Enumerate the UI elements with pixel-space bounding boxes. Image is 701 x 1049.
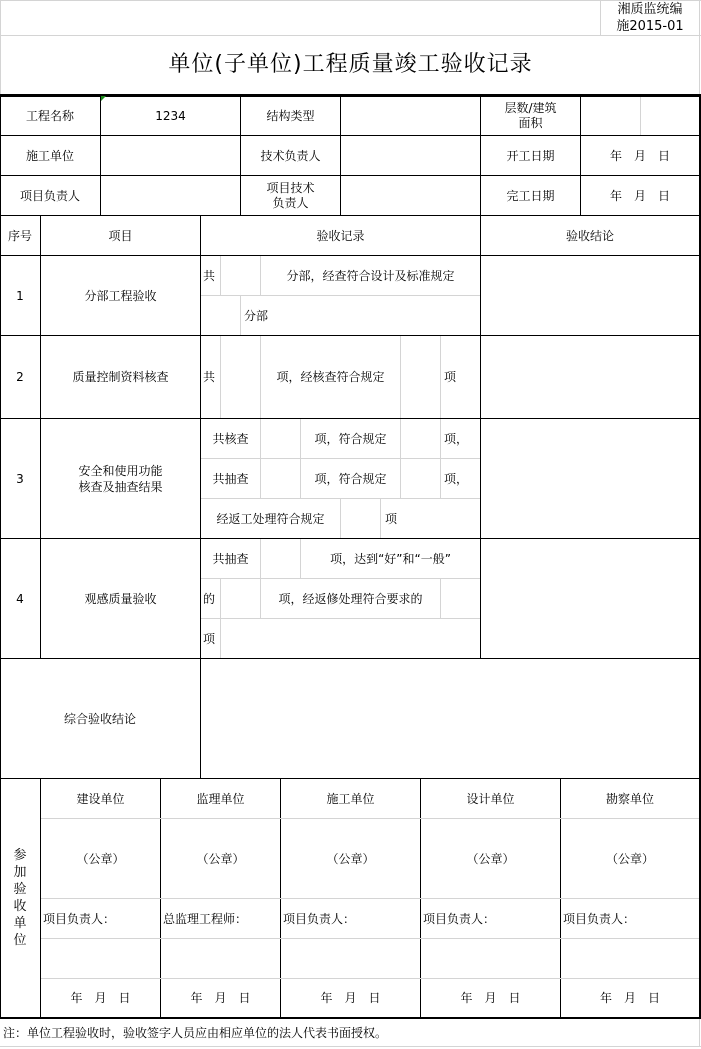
row2-text-item: 项 [444, 370, 457, 384]
floors-area-label-line2: 面积 [518, 116, 543, 130]
unit-contractor-date-field[interactable]: 年 月 日 [320, 991, 381, 1005]
row4-text-repaired: 项，经返修处理符合要求的 [278, 591, 423, 606]
row4-text-total-sampled: 共抽查 [212, 551, 249, 566]
row4-seq: 4 [16, 591, 24, 606]
unit-designer-date-field[interactable]: 年 月 日 [460, 991, 521, 1005]
row1-text-subdivision: 分部 [244, 308, 269, 323]
participants-label [0, 779, 40, 1017]
unit-designer-signature-field[interactable] [421, 939, 560, 978]
row1-text-compliance: 分部，经查符合设计及标准规定 [286, 268, 455, 283]
unit-surveyor-date-field[interactable]: 年 月 日 [599, 991, 660, 1005]
unit-owner-signature-field[interactable] [41, 939, 160, 978]
row4-repaired-count-field[interactable] [441, 579, 480, 618]
row3-checked-count-field[interactable] [261, 419, 300, 458]
row3-conclusion-field[interactable] [481, 419, 699, 538]
unit-supervisor-signer-label: 总监理工程师： [163, 911, 248, 926]
row1-compliant-count-field[interactable] [201, 296, 240, 335]
participants-label-char: 验 [13, 882, 27, 897]
project-name-label: 工程名称 [25, 109, 74, 123]
row2-seq: 2 [16, 370, 24, 384]
structure-type-label: 结构类型 [266, 109, 315, 123]
start-date-label: 开工日期 [506, 148, 555, 163]
unit-contractor-seal[interactable]: （公章） [326, 851, 375, 866]
unit-designer-name: 设计单位 [466, 791, 515, 806]
grid-line [0, 0, 701, 1]
unit-supervisor-signature-field[interactable] [161, 939, 280, 978]
floors-area-label-line1: 层数/建筑 [504, 101, 557, 115]
header-record: 验收记录 [316, 228, 365, 243]
row4-item: 观感质量验收 [84, 591, 157, 606]
row4-text-item: 项 [203, 631, 216, 646]
project-lead-field[interactable] [101, 176, 240, 215]
row4-sampled-count-field[interactable] [261, 539, 300, 578]
finish-date-label: 完工日期 [506, 188, 555, 203]
form-code [600, 0, 700, 35]
unit-owner-signer-label: 项目负责人： [43, 911, 116, 926]
row3-checked-compliant-field[interactable] [401, 419, 440, 458]
project-tech-lead-label-line1: 项目技术 [266, 180, 315, 195]
page-title: 单位(子单位)工程质量竣工验收记录 [168, 52, 533, 77]
participants-label-char: 收 [13, 899, 27, 914]
row1-item: 分部工程验收 [84, 288, 157, 303]
unit-surveyor-signature-field[interactable] [561, 939, 699, 978]
unit-surveyor-name: 勘察单位 [605, 791, 654, 806]
finish-date-field[interactable]: 年 月 日 [609, 188, 670, 203]
summary-label: 综合验收结论 [63, 711, 136, 726]
project-tech-lead-label [241, 176, 340, 215]
tech-lead-field[interactable] [341, 136, 480, 175]
header-conclusion: 验收结论 [565, 228, 614, 243]
unit-designer-signer-label: 项目负责人： [423, 911, 496, 926]
row3-item-line1: 安全和使用功能 [78, 463, 163, 478]
row3-text-sampled-compliant: 项，符合规定 [314, 471, 387, 486]
row4-good-count-field[interactable] [221, 579, 260, 618]
row1-text-total: 共 [203, 268, 216, 283]
project-tech-lead-label-line2: 负责人 [272, 195, 309, 210]
unit-owner-date-field[interactable]: 年 月 日 [70, 991, 131, 1005]
participants-label-char: 加 [13, 865, 27, 880]
row4-remark-field[interactable] [221, 619, 480, 658]
unit-contractor-name: 施工单位 [326, 791, 375, 806]
unit-supervisor-name: 监理单位 [196, 791, 245, 806]
row1-count-field[interactable] [221, 256, 260, 295]
row2-count-field[interactable] [221, 336, 260, 418]
row2-text-compliance: 项，经核查符合规定 [276, 370, 385, 384]
row3-sampled-count-field[interactable] [261, 459, 300, 498]
row2-compliant-count-field[interactable] [401, 336, 440, 418]
footnote: 注：单位工程验收时，验收签字人员应由相应单位的法人代表书面授权。 [3, 1025, 388, 1040]
row2-text-total: 共 [203, 370, 216, 384]
construction-unit-label: 施工单位 [25, 148, 74, 163]
row3-text-item-3: 项 [385, 511, 398, 526]
form-code-line2: 施2015-01 [616, 18, 684, 34]
unit-surveyor-signer-label: 项目负责人： [563, 911, 636, 926]
floors-field[interactable] [581, 97, 640, 135]
summary-conclusion-field[interactable] [201, 659, 699, 778]
row4-text-of: 的 [203, 591, 216, 606]
start-date-field[interactable]: 年 月 日 [609, 148, 670, 163]
unit-designer-seal[interactable]: （公章） [466, 851, 515, 866]
project-name-field[interactable]: 1234 [155, 109, 186, 123]
grid-line [0, 1046, 701, 1047]
project-lead-label: 项目负责人 [19, 188, 80, 203]
row3-seq: 3 [16, 471, 24, 486]
header-item: 项目 [108, 228, 133, 243]
unit-owner-name: 建设单位 [76, 791, 125, 806]
row4-conclusion-field[interactable] [481, 539, 699, 658]
tech-lead-label: 技术负责人 [260, 148, 321, 163]
row3-item [41, 419, 200, 538]
row3-sampled-compliant-field[interactable] [401, 459, 440, 498]
floors-area-label [481, 97, 580, 135]
row2-item: 质量控制资料核查 [72, 370, 169, 384]
row1-seq: 1 [16, 288, 24, 303]
row3-text-rework: 经返工处理符合规定 [216, 511, 325, 526]
row3-rework-count-field[interactable] [341, 499, 380, 538]
unit-supervisor-date-field[interactable]: 年 月 日 [190, 991, 251, 1005]
unit-contractor-signature-field[interactable] [281, 939, 420, 978]
row3-text-checked-compliant: 项，符合规定 [314, 431, 387, 446]
row3-text-item-2: 项， [444, 471, 469, 486]
form-code-line1: 湘质监统编 [617, 1, 683, 17]
unit-supervisor-seal[interactable]: （公章） [196, 851, 245, 866]
area-field[interactable] [641, 97, 699, 135]
project-tech-lead-field[interactable] [341, 176, 480, 215]
grid-line [699, 1019, 700, 1047]
participants-label-char: 位 [13, 933, 27, 948]
structure-type-field[interactable] [341, 97, 480, 135]
row3-text-item-1: 项， [444, 431, 469, 446]
row2-conclusion-field[interactable] [481, 336, 699, 418]
unit-owner-seal[interactable]: （公章） [76, 851, 125, 866]
row1-conclusion-field[interactable] [481, 256, 699, 335]
participants-label-char: 参 [13, 848, 27, 863]
row4-text-good-general: 项，达到“好”和“一般” [330, 551, 451, 566]
row3-item-line2: 核查及抽查结果 [78, 479, 163, 494]
row3-text-total-checked: 共核查 [212, 431, 249, 446]
unit-surveyor-seal[interactable]: （公章） [605, 851, 654, 866]
participants-label-char: 单 [13, 916, 27, 931]
unit-contractor-signer-label: 项目负责人： [283, 911, 356, 926]
header-seq: 序号 [7, 228, 32, 243]
construction-unit-field[interactable] [101, 136, 240, 175]
row3-text-total-sampled: 共抽查 [212, 471, 249, 486]
